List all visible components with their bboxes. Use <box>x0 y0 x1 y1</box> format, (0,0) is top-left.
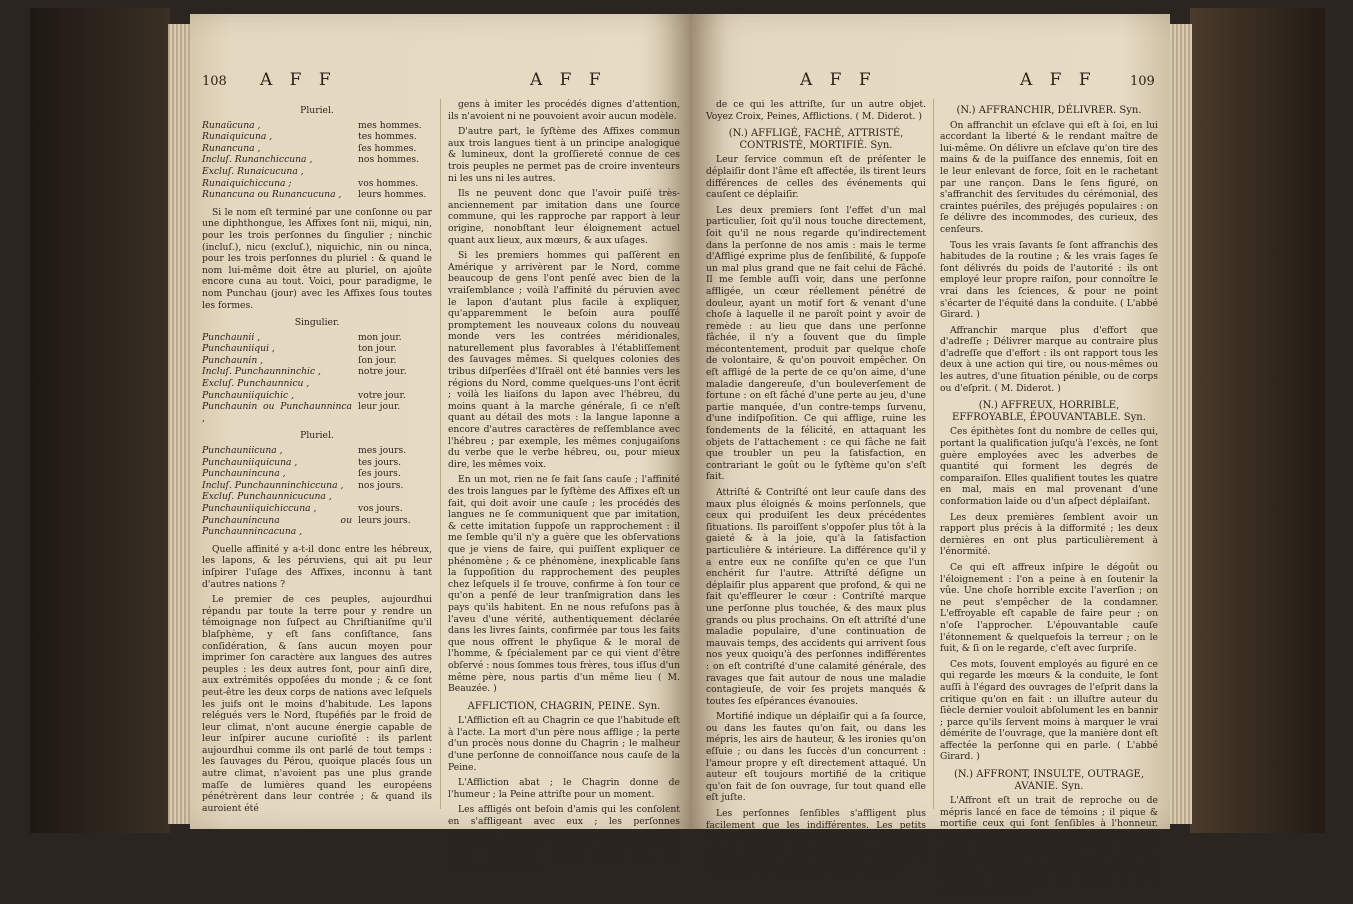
conjugation-gloss: notre jour. <box>358 366 407 378</box>
conjugation-gloss: leur jour. <box>358 401 401 413</box>
entry-heading: AFFLICTION, CHAGRIN, PEINE. Syn. <box>467 700 661 712</box>
paragraph: On affranchit un eſclave qui eſt à ſoi, en lui accordant la liberté & le rendant maître de lui-même. On délivre un eſclave qu'on tire des mains & de la puiſſance des ennemis, ſoit en le leur enlevant de force, ſoit en le rachetant par une rançon. Dans le ſens figuré, on s'affranchit des ſervitudes du cérémonial, des craintes puériles, des préjugés populaires : on ſe délivre des incommodes, des curieux, des cenſeurs. <box>940 119 1158 235</box>
conjugation-gloss: mes hommes. <box>358 119 422 131</box>
book-cover-left <box>30 8 170 833</box>
conjugation-gloss: ſes jours. <box>358 468 401 480</box>
conjugation-form: Excluſ. Punchaunnicu , <box>202 378 310 390</box>
section-title: Singulier. <box>294 317 340 329</box>
paragraph: L'Affliction eſt au Chagrin ce que l'habitude eſt à l'acte. La mort d'un père nous afflige ; la perte d'un procès nous donne du Chagrin ; le malheur d'une perſonne de connoiſſance nous cauſe de la Peine. <box>448 715 680 773</box>
paragraph: Le premier de ces peuples, aujourdhui répandu par toute la terre pour y rendre un témoignage non ſuſpect au Chriſtianiſme qu'il blaſphème, y eſt ſans conſiſtance, ſans conſidération, & ſans aucun moyen pour imprimer ſon caractère aux langues des autres peuples : les deux autres ſont, pour ainſi dire, aux extrémités oppoſées du monde ; & ce ſont peut-être les deux corps de nations avec leſquels les juifs ont le moins d'habitude. Les lapons relégués vers le Nord, ſtupéfiés par le froid de leur climat, n'ont aucune énergie capable de leur inſpirer aucune curioſité : ils parlent aujourdhui comme ils ont parlé de tout temps : les ſauvages du Pérou, quoique placés ſous un autre climat, n'avoient pas une plus grande maſſe de lumières quand les européens pénétrèrent dans leur contrée ; & quand ils auroient été <box>202 594 432 814</box>
conjugation-form: Punchauniicuna , <box>202 445 283 457</box>
running-header: A F F <box>260 70 337 90</box>
conjugation-table <box>202 332 432 425</box>
conjugation-form: Punchauniiquicuna , <box>202 456 298 468</box>
conjugation-form: Punchauniiquichic , <box>202 389 294 401</box>
conjugation-form: Punchauniiqui , <box>202 343 275 355</box>
conjugation-form: Excluſ. Punchaunnicucuna , <box>202 491 332 503</box>
entry-heading: (N.) AFFRANCHIR, DÉLIVRER. Syn. <box>956 105 1142 116</box>
paragraph: Ce qui eſt affreux inſpire le dégoût ou l'éloignement : l'on a peine à en ſoutenir la vûe. Une choſe horrible excite l'averſion ; on ne peut s'empêcher de la condamner. L'effroyable eſt capable de faire peur ; on n'oſe l'approcher. L'épouvantable cauſe l'étonnement & quelquefois la terreur ; on le fuit, & ſi on le regarde, c'eſt avec ſurpriſe. <box>940 561 1158 655</box>
paragraph: En un mot, rien ne ſe fait ſans cauſe ; l'affinité des trois langues par le ſyſtème des Affixes eſt un fait, qui doit avoir une cauſe ; les procédés des langues ne ſe communiquent que par imitation, & cette imitation ſuppoſe un rapprochement : il me ſemble qu'il n'y a guère que les obſervations que je viens de faire, qui puiſſent expliquer ce phénomène ; & ce phénomène, inexplicable ſans la ſuppoſition du rapprochement des peuples chez leſquels il ſe trouve, confirme à ſon tour ce qu'on a penſé de leur tranſmigration dans les pays qu'ils habitent. En ne nous refuſons pas à l'aveu d'une vérité, authentiquement déclarée dans les livres ſaints, confirmée par tous les faits que nous offrent le phyſique & le moral de l'homme, & ſpécialement par ce qui vient d'être obſervé : nous ſommes tous frères, tous iſſus d'un même père, nous partis d'un même lieu ( M. Beauzée. ) <box>448 474 680 695</box>
conjugation-form: Incluſ. Punchaunninchic , <box>202 366 321 378</box>
conjugation-form: Punchaunin ou Punchaunninca , <box>202 401 352 424</box>
paragraph: Ils ne peuvent donc que l'avoir puiſé très-anciennement par imitation dans une ſource commune, qui les rapproche par rapport à leur origine, nonobſtant leur éloignement actuel quant aux lieux, aux mœurs, & aux uſages. <box>448 188 680 246</box>
column-rule <box>933 99 934 809</box>
right-page <box>690 14 1170 899</box>
running-header: A F F <box>800 70 877 90</box>
page-edges-left <box>168 24 192 824</box>
conjugation-form: Runancuna , <box>202 142 261 154</box>
paragraph: Ces mots, ſouvent employés au figuré en ce qui regarde les mœurs & la conduite, le ſont auſſi à l'égard des ouvrages de l'eſprit dans la critique qu'on en fait : un illuſtre auteur du ſiècle dernier vouloit abſolument les en bannir ; parce qu'ils ſervent moins à marquer le vrai démérite de l'ouvrage, que la manière dont eſt affectée la perſonne qui en parle. ( L'abbé Girard. ) <box>940 658 1158 763</box>
conjugation-gloss <box>358 491 448 503</box>
paragraph: Les affligés ont beſoin d'amis qui les conſolent en s'affligeant avec eux ; les perſonnes chagrines, de perſonnes gaies qui leur donnent des diſtractions ; & ceux qui ont de la Peine, d'une occupation, quelle qu'elle ſoit, qui détourne leurs yeux <box>448 804 680 874</box>
paragraph: Les deux premiers ſont l'effet d'un mal particulier, ſoit qu'il nous touche directement, ſoit qu'il ne nous regarde qu'indirectement dans la perſonne de nos amis : mais le terme d'Affligé exprime plus de ſenſibilité, & ſuppoſe un mal plus grand que ne fait celui de Fâché. Il me ſemble auſſi voir, dans une perſonne affligée, un cœur réellement pénétré de douleur, ayant un motif fort & venant d'une choſe à laquelle il ne paroît point y avoir de remède : au lieu que dans une perſonne fâchée, il n'y a ſouvent que du ſimple mécontentement, produit par quelque choſe de volontaire, & qu'on pouvoit empêcher. On eſt affligé de la perte de ce qu'on aime, d'une maladie dangereuſe, d'un bouleverſement de fortune : on eſt fâché d'une perte au jeu, d'une partie manquée, d'un contre-temps ſurvenu, d'une indiſpoſition. Ce qui afflige, ruine les fondements de la félicité, en attaquant les objets de l'attachement : ce qui fâche ne fait que troubler un peu la ſatisfaction, en contrariant le goût ou le ſyſtème qu'on s'eſt fait. <box>706 204 926 483</box>
left-page <box>190 14 695 874</box>
conjugation-form: Incluſ. Punchaunninchiccuna , <box>202 479 344 491</box>
conjugation-gloss: ton jour. <box>358 343 397 355</box>
paragraph: Tous les vrais ſavants ſe ſont affranchis des habitudes de la routine ; & les vrais ſages ſe ſont délivrés du poids de l'autorité : ils ont employé leur propre raiſon, pour connoître le vrai dans les ſciences, & pour ne point s'écarter de l'équité dans la conduite. ( L'abbé Girard. ) <box>940 239 1158 321</box>
right-column-1 <box>706 99 926 882</box>
paragraph: L'Affliction abat ; le Chagrin donne de l'humeur ; la Peine attriſte pour un moment. <box>448 777 680 800</box>
paragraph: de ce qui les attriſte, ſur un autre objet. Voyez Croix, Peines, Afflictions. ( M. Diderot. ) <box>706 99 926 122</box>
paragraph: Quelle affinité y a-t-il donc entre les hébreux, les lapons, & les péruviens, qui ait pu leur inſpirer l'uſage des Affixes, inconnu à tant d'autres nations ? <box>202 543 432 590</box>
conjugation-gloss: nos jours. <box>358 479 404 491</box>
conjugation-gloss: tes hommes. <box>358 131 417 143</box>
conjugation-form: Punchaunii , <box>202 331 261 343</box>
conjugation-gloss: ſes hommes. <box>358 142 417 154</box>
entry-heading: (N.) AFFLIGÉ, FACHÉ, ATTRISTÉ, CONTRISTÉ, MORTIFIÉ. Syn. <box>728 128 904 151</box>
conjugation-form: Punchaunin , <box>202 354 264 366</box>
paragraph: Les perſonnes ſenſibles s'affligent plus facilement que les indifférentes. Les petits eſprits ſont fâchés de peu de choſe. Ceux qui ont du penchant à la mélancolie, s'attriſtent aiſément. Plus on a de vanité, plus on a occaſion d'être mortifié. ( L'abbé Girard. ) <box>706 808 926 877</box>
paragraph: Ces épithètes ſont du nombre de celles qui, portant la qualification juſqu'à l'excès, ne ſont guère employées avec les adverbes de quantité qui forment les degrés de comparaiſon. Elles qualifient toutes les quatre en mal, mais en mal provenant d'une conformation laide ou d'un aſpect déplaiſant. <box>940 426 1158 507</box>
book-spread <box>30 8 1325 899</box>
conjugation-gloss: mes jours. <box>358 445 407 457</box>
conjugation-table <box>202 445 432 538</box>
paragraph: Mortifié indique un déplaiſir qui a ſa ſource, ou dans les fautes qu'on fait, ou dans les mépris, les airs de hauteur, & les ironies qu'on eſſuie ; ou dans les ſuccès d'un concurrent : l'amour propre y eſt directement attaqué. Un auteur eſt toujours mortifié de la critique qu'on fait de ſon ouvrage, ſur tout quand elle eſt juſte. <box>706 711 926 804</box>
conjugation-table <box>202 120 432 201</box>
entry-heading: (N.) AFFRONT, INSULTE, OUTRAGE, AVANIE. Syn. <box>953 769 1145 792</box>
page-number: 109 <box>1130 74 1155 89</box>
conjugation-form: Runaiquicuna , <box>202 131 273 143</box>
conjugation-gloss: votre jour. <box>358 389 406 401</box>
running-header: A F F <box>530 70 607 90</box>
entry-heading: (N.) AFFREUX, HORRIBLE, EFFROYABLE, ÉPOUVANTABLE. Syn. <box>952 400 1146 423</box>
paragraph: L'Affront eſt un trait de reproche ou de mépris lancé en face de témoins ; il pique & mortifie ceux qui ſont ſenſibles à l'honneur. L'Inſulte eſt une attaque faite avec inſolence ; on la repouſſe ordinairement avec vivacité. L'Outrage ajoûte à l'Inſulte un excès de violence, qui irrite. L'Avanie eſt un traitement humiliant, qui expoſe au mépris & à la moquerie du Public. <box>940 795 1158 899</box>
conjugation-gloss: nos hommes. <box>358 154 420 166</box>
left-column-2 <box>448 99 680 878</box>
conjugation-gloss <box>358 166 448 178</box>
section-title: Pluriel. <box>300 105 334 116</box>
conjugation-gloss: leurs jours. <box>358 514 411 526</box>
paragraph: Attriſté & Contriſté ont leur cauſe dans des maux plus éloignés & moins perſonnels, que ceux qui produiſent les deux précédentes ſituations. Ils paroiſſent s'oppoſer plus tôt à la gaieté & à la joie, qu'à la ſatisfaction particulière & intérieure. La différence qu'il y a entre eux ne conſiſte qu'en ce que l'un enchérit ſur l'autre. Attriſté déſigne un déplaiſir plus apparent que profond, & qui ne fait qu'effleurer le cœur : Contriſté marque une perſonne plus touchée, & des maux plus grands ou plus prochains. On eſt attriſté d'une maladie populaire, d'une continuation de mauvais temps, des accidents qui arrivent ſous nos yeux quoiqu'à des perſonnes indifférentes : on eſt contriſté d'une calamité générale, des ravages que fait autour de nous une maladie contagieuſe, de voir ſes projets manqués & toutes ſes eſpérances évanouies. <box>706 487 926 707</box>
running-header: A F F <box>1020 70 1097 90</box>
conjugation-gloss: vos hommes. <box>358 177 419 189</box>
paragraph: D'autre part, le ſyſtème des Affixes commun aux trois langues tient à un principe analogique & lumineux, dont la groſſiereté connue de ces trois peuples ne permet pas de croire inventeurs ni les uns ni les autres. <box>448 126 680 184</box>
conjugation-form: Runaiquichiccuna ; <box>202 177 292 189</box>
conjugation-form: Runaücuna , <box>202 119 261 131</box>
conjugation-form: Excluſ. Runaicucuna , <box>202 165 304 177</box>
right-column-2 <box>940 99 1158 904</box>
column-rule <box>440 99 441 809</box>
book-cover-right <box>1190 8 1325 833</box>
conjugation-form: Punchaunincuna , <box>202 468 286 480</box>
conjugation-form: Punchaunincuna ou Punchaunnincacuna , <box>202 514 352 538</box>
page-number: 108 <box>202 74 227 89</box>
conjugation-gloss: tes jours. <box>358 456 402 468</box>
conjugation-gloss: leurs hommes. <box>358 189 427 201</box>
conjugation-gloss <box>358 378 448 390</box>
paragraph: Leur ſervice commun eſt de préſenter le déplaiſir dont l'âme eſt affectée, ils tirent leurs différences de celles des événements qui cauſent ce déplaiſir. <box>706 154 926 201</box>
paragraph: Si les premiers hommes qui paſſèrent en Amérique y arrivèrent par le Nord, comme beaucoup de gens l'ont penſé avec bien de la vraiſemblance ; voilà l'affinité du péruvien avec le lapon d'autant plus facile à expliquer, qu'apparemment le beſoin aura pouſſé promptement les nouveaux colons du nouveau monde vers les contrées méridionales, naturellement plus favorables à l'établiſſement des ſauvages mêmes. Si quelques colonies des tribus diſperſées d'Iſraël ont été bannies vers les régions du Nord, comme quelques-uns l'ont écrit ; voilà les liaiſons du lapon avec l'hébreu, du moins quant à la marche générale, ſi ce n'eſt quant au détail des mots : la langue laponne a encore d'autres caractères de reſſemblance avec l'hébreu ; par exemple, les mêmes conjugaiſons du verbe que le verbe hébreu, ou, pour mieux dire, les mêmes voix. <box>448 250 680 470</box>
paragraph: Les deux premières ſemblent avoir un rapport plus précis à la difformité ; les deux dernières en ont plus particulièrement à l'énormité. <box>940 511 1158 558</box>
conjugation-gloss: vos jours. <box>358 503 403 514</box>
left-column-1 <box>202 99 432 818</box>
paragraph: Affranchir marque plus d'effort que d'adreſſe ; Délivrer marque au contraire plus d'adreſſe que d'effort : ils ont rapport tous les deux à une action qui tire, ou nous-mêmes ou les autres, d'une ſituation pénible, ou de corps ou d'eſprit. ( M. Diderot. ) <box>940 324 1158 394</box>
page-edges-right <box>1168 24 1192 824</box>
paragraph: gens à imiter les procédés dignes d'attention, ils n'avoient ni ne pouvoient avoir aucun modèle. <box>448 99 680 122</box>
conjugation-form: Incluſ. Runanchiccuna , <box>202 154 313 166</box>
conjugation-form: Punchauniiquichiccuna , <box>202 503 317 514</box>
conjugation-gloss: ſon jour. <box>358 354 397 366</box>
conjugation-gloss: mon jour. <box>358 331 402 343</box>
conjugation-form: Runancuna ou Runancucuna , <box>202 189 342 201</box>
section-title: Pluriel. <box>300 430 334 442</box>
paragraph: Si le nom eſt terminé par une conſonne ou par une diphthongue, les Affixes ſont nii, miqui, nin, pour les trois perſonnes du ſingulier ; ninchic (incluſ.), nicu (excluſ.), niquichic, nin ou ninca, pour les trois perſonnes du pluriel : & quand le nom lui-même doit être au pluriel, on ajoûte encore cuna au tout. Voici, pour paradigme, le nom Punchau (jour) avec les Affixes ſous toutes les formes. <box>202 206 432 311</box>
